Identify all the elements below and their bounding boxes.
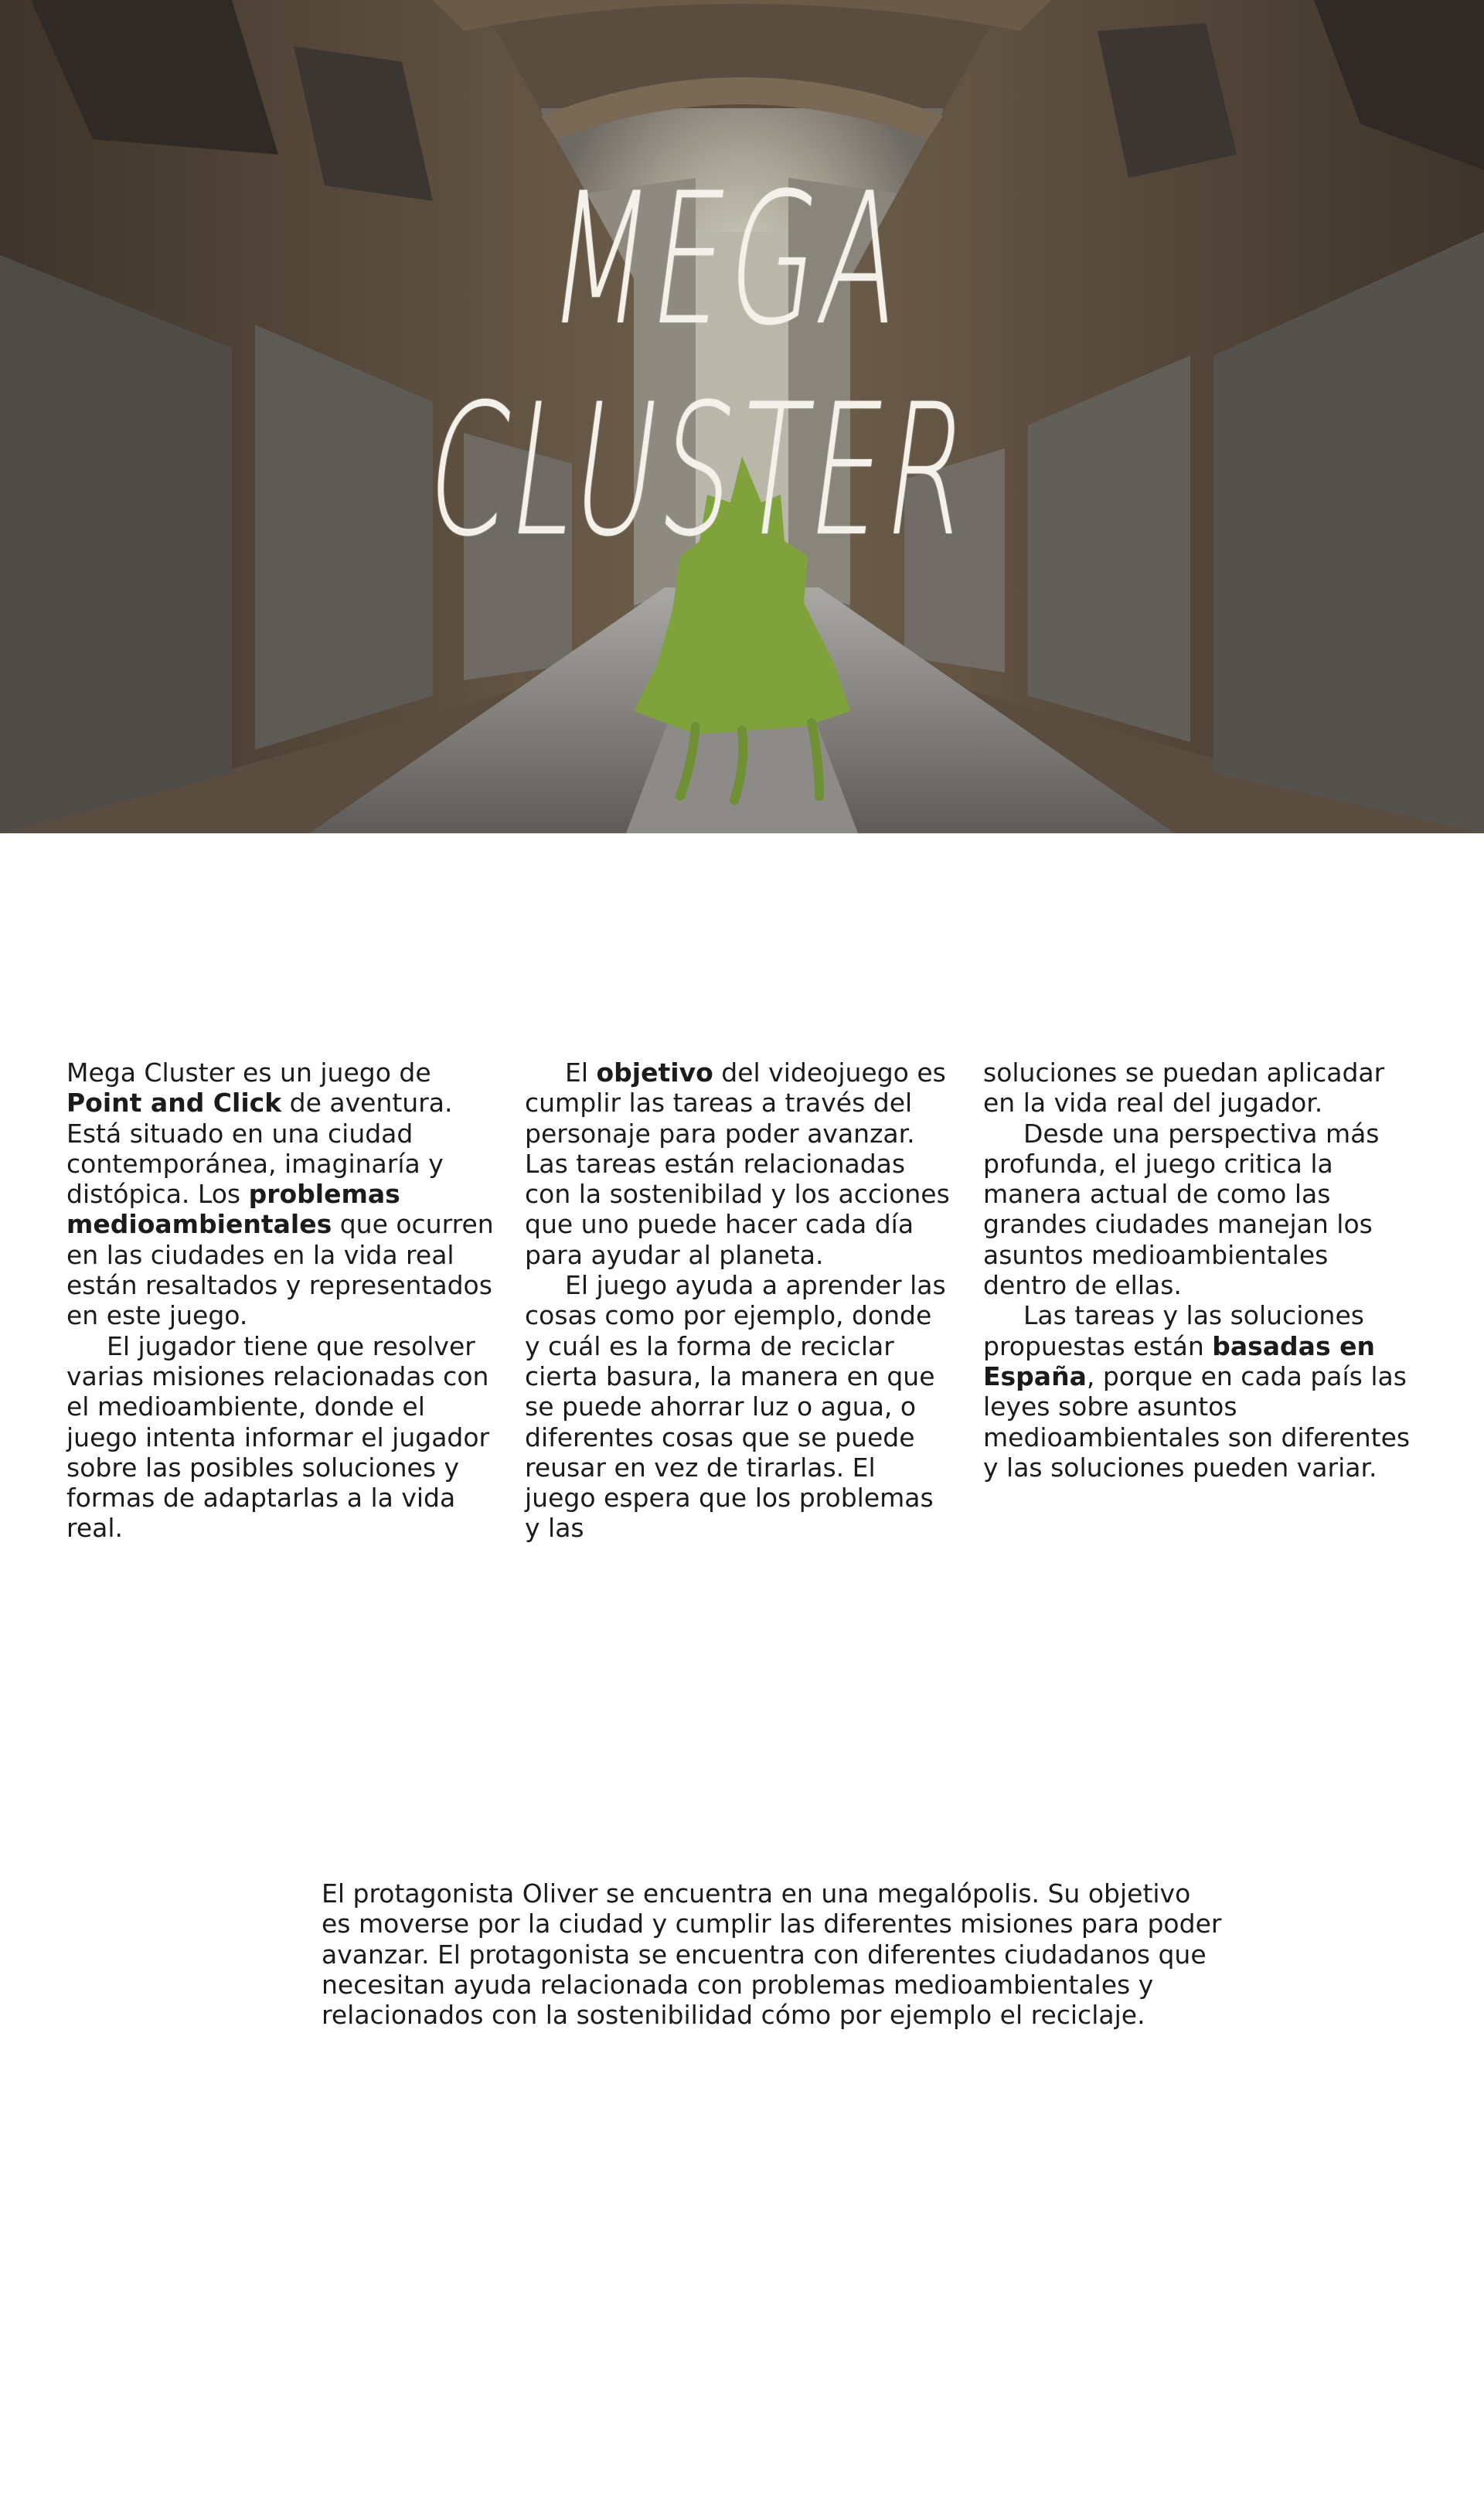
bold-text: Point and Click <box>66 1088 282 1119</box>
bold-text: objetivo <box>596 1057 713 1088</box>
paragraph <box>66 1331 495 1544</box>
bold-text: basadas en España <box>983 1330 1375 1391</box>
paragraph <box>66 1057 495 1331</box>
text-run: soluciones se puedan aplicadar en la vida real del jugador. <box>983 1057 1385 1119</box>
text-run: Las tareas y las soluciones propuestas están <box>983 1300 1364 1361</box>
paragraph <box>983 1119 1412 1301</box>
hero-illustration <box>0 0 1484 833</box>
text-column-2 <box>525 1057 954 1544</box>
paragraph <box>983 1057 1412 1119</box>
text-run: Mega Cluster es un juego de <box>66 1057 431 1088</box>
text-run: del videojuego es cumplir las tareas a través del personaje para poder avanzar. Las tareas están relacionadas con la sostenibilad y los acciones que uno puede hacer cada día para ayudar al planeta. <box>525 1057 950 1270</box>
text-run: El jugador tiene que resolver varias misiones relacionadas con el medioambiente, donde el juego intenta informar el jugador sobre las posibles soluciones y formas de adaptarlas a la vida real. <box>66 1330 490 1544</box>
paragraph <box>983 1300 1412 1483</box>
paragraph <box>525 1057 954 1270</box>
paragraph <box>525 1270 954 1544</box>
text-run: , porque en cada país las leyes sobre asuntos medioambientales son diferentes y las soluciones pueden variar. <box>983 1360 1411 1483</box>
summary-block <box>322 1878 1226 2030</box>
text-run: de aventura. Está situado en una ciudad contemporánea, imaginaría y distópica. Los <box>66 1088 453 1210</box>
text-run: que ocurren en las ciudades en la vida real están resaltados y representados en este juego. <box>66 1209 494 1331</box>
text-column-1 <box>66 1057 495 1544</box>
text-run: El <box>565 1057 597 1088</box>
text-column-3 <box>983 1057 1412 1483</box>
summary-paragraph: El protagonista Oliver se encuentra en una megalópolis. Su objetivo es moverse por la ciudad y cumplir las diferentes misiones para poder avanzar. El protagonista se encuentra con diferentes ciudadanos que necesitan ayuda relacionada con problemas medioambientales y relacionados con la sostenibilidad cómo por ejemplo el reciclaje. <box>322 1878 1222 2031</box>
bold-text: problemas medioambientales <box>66 1179 400 1240</box>
text-run: El juego ayuda a aprender las cosas como por ejemplo, donde y cuál es la forma de reciclar cierta basura, la manera en que se puede ahorrar luz o agua, o diferentes cosas que se puede reusar en vez de tirarlas. El juego espera que los problemas y las <box>525 1270 946 1544</box>
game-title-logo: MEGA CLUSTER <box>415 155 985 577</box>
text-run: Desde una perspectiva más profunda, el juego critica la manera actual de como las grandes ciudades manejan los asuntos medioambientales dentro de ellas. <box>983 1118 1380 1301</box>
